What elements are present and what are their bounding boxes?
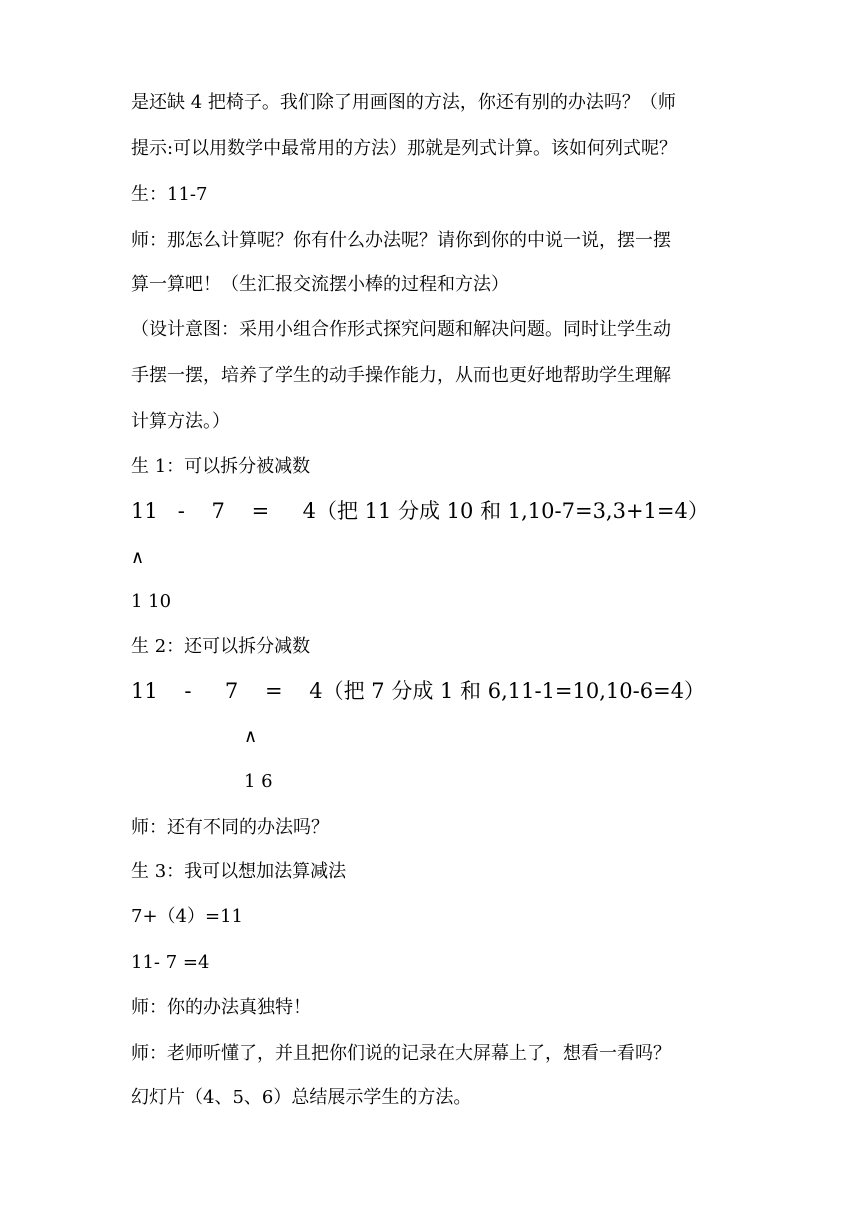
text-line-21: 师：你的办法真独特！ <box>131 997 311 1018</box>
text-line-5: 算一算吧！（生汇报交流摆小棒的过程和方法） <box>131 274 509 295</box>
split-mark-1: ∧ <box>131 547 145 568</box>
text-line-23: 幻灯片（4、5、6）总结展示学生的方法。 <box>131 1087 472 1108</box>
equation-addition: 7+（4）=11 <box>131 906 243 927</box>
text-line-6: （设计意图：采用小组合作形式探究问题和解决问题。同时让学生动 <box>131 319 671 340</box>
equation-split-subtrahend: 11 - 7 = 4（把 7 分成 1 和 6,11-1=10,10-6=4） <box>131 679 706 703</box>
text-line-22: 师：老师听懂了，并且把你们说的记录在大屏幕上了，想看一看吗？ <box>131 1043 671 1064</box>
split-mark-2: ∧ <box>244 726 258 747</box>
text-line-3: 生：11-7 <box>131 184 208 205</box>
text-line-18: 生 3：我可以想加法算减法 <box>131 861 347 882</box>
text-line-9: 生 1：可以拆分被减数 <box>131 456 311 477</box>
equation-split-minuend: 11 - 7 = 4（把 11 分成 10 和 1,10-7=3,3+1=4） <box>131 499 709 523</box>
split-parts-2: 1 6 <box>244 771 273 792</box>
text-line-4: 师：那怎么计算呢？你有什么办法呢？请你到你的中说一说，摆一摆 <box>131 230 671 251</box>
equation-subtraction: 11- 7 =4 <box>131 952 210 973</box>
text-line-1: 是还缺 4 把椅子。我们除了用画图的方法，你还有别的办法吗？（师 <box>131 92 676 113</box>
text-line-8: 计算方法。） <box>131 411 230 432</box>
text-line-17: 师：还有不同的办法吗？ <box>131 817 329 838</box>
text-line-7: 手摆一摆，培养了学生的动手操作能力，从而也更好地帮助学生理解 <box>131 365 671 386</box>
split-parts-1: 1 10 <box>131 591 172 612</box>
text-line-2: 提示:可以用数学中最常用的方法）那就是列式计算。该如何列式呢？ <box>131 138 678 159</box>
text-line-13: 生 2：还可以拆分减数 <box>131 636 311 657</box>
